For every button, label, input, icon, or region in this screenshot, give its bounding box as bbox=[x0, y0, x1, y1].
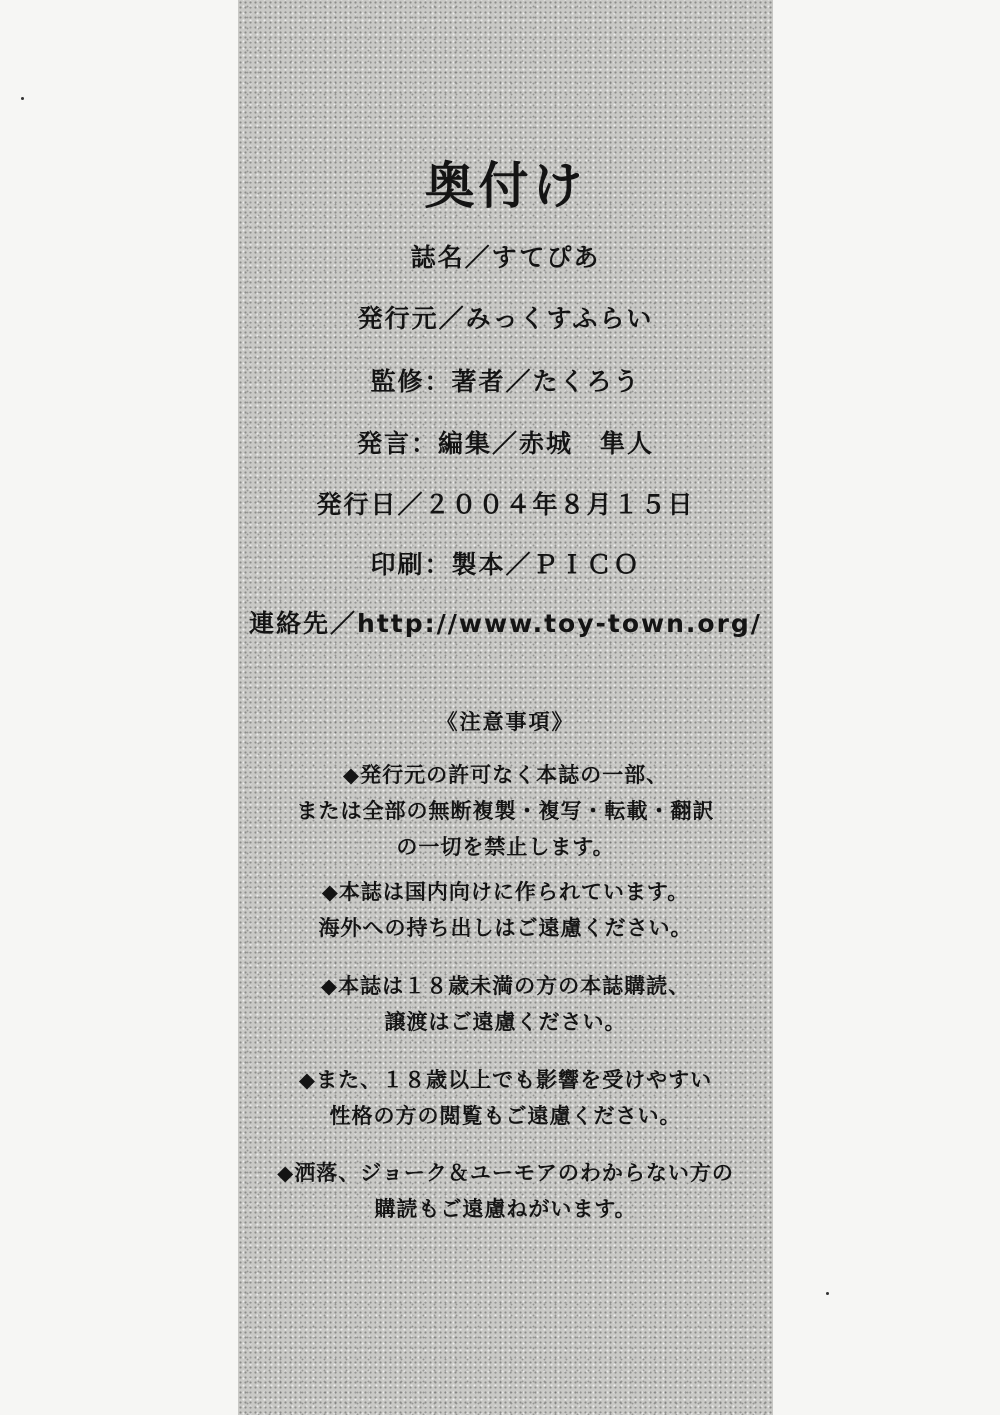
notice-line: ◆洒落、ジョーク＆ユーモアのわからない方の bbox=[277, 1161, 734, 1185]
dust-speck bbox=[826, 1292, 829, 1295]
notice-line: ◆本誌は１８歳未満の方の本誌購読、 bbox=[320, 974, 691, 998]
info-line-publisher: 発行元／みっくすふらい bbox=[357, 304, 654, 333]
notice-line: ◆本誌は国内向けに作られています。 bbox=[321, 880, 690, 904]
info-line-printer: 印刷：製本／ＰＩＣＯ bbox=[370, 550, 641, 579]
notice-line: 譲渡はご遠慮ください。 bbox=[384, 1010, 627, 1034]
notice-item bbox=[238, 757, 773, 865]
info-line-supervisor: 監修：著者／たくろう bbox=[370, 367, 641, 396]
notice-item bbox=[238, 1062, 773, 1134]
notice-heading: 《注意事項》 bbox=[436, 710, 575, 734]
info-line-publish-date: 発行日／２００４年８月１５日 bbox=[316, 490, 695, 519]
notice-line: ◆発行元の許可なく本誌の一部、 bbox=[342, 763, 669, 787]
info-line-contact: 連絡先／http://www.toy-town.org/ bbox=[249, 609, 762, 638]
notice-line: 性格の方の閲覧もご遠慮ください。 bbox=[329, 1104, 682, 1128]
notice-item bbox=[238, 1155, 773, 1227]
notice-line: 海外への持ち出しはご遠慮ください。 bbox=[318, 916, 693, 940]
notice-line: ◆また、１８歳以上でも影響を受けやすい bbox=[298, 1068, 713, 1092]
dust-speck bbox=[21, 97, 24, 100]
colophon-title: 奥付け bbox=[424, 157, 587, 215]
info-line-editor: 発言：編集／赤城 隼人 bbox=[356, 429, 654, 458]
notice-line: の一切を禁止します。 bbox=[396, 835, 615, 859]
notice-item bbox=[238, 874, 773, 946]
notice-item bbox=[238, 968, 773, 1040]
info-line-magazine-name: 誌名／すてぴあ bbox=[410, 243, 601, 272]
notice-line: または全部の無断複製・複写・転載・翻訳 bbox=[296, 799, 715, 823]
notice-line: 購読もご遠慮ねがいます。 bbox=[374, 1197, 637, 1221]
